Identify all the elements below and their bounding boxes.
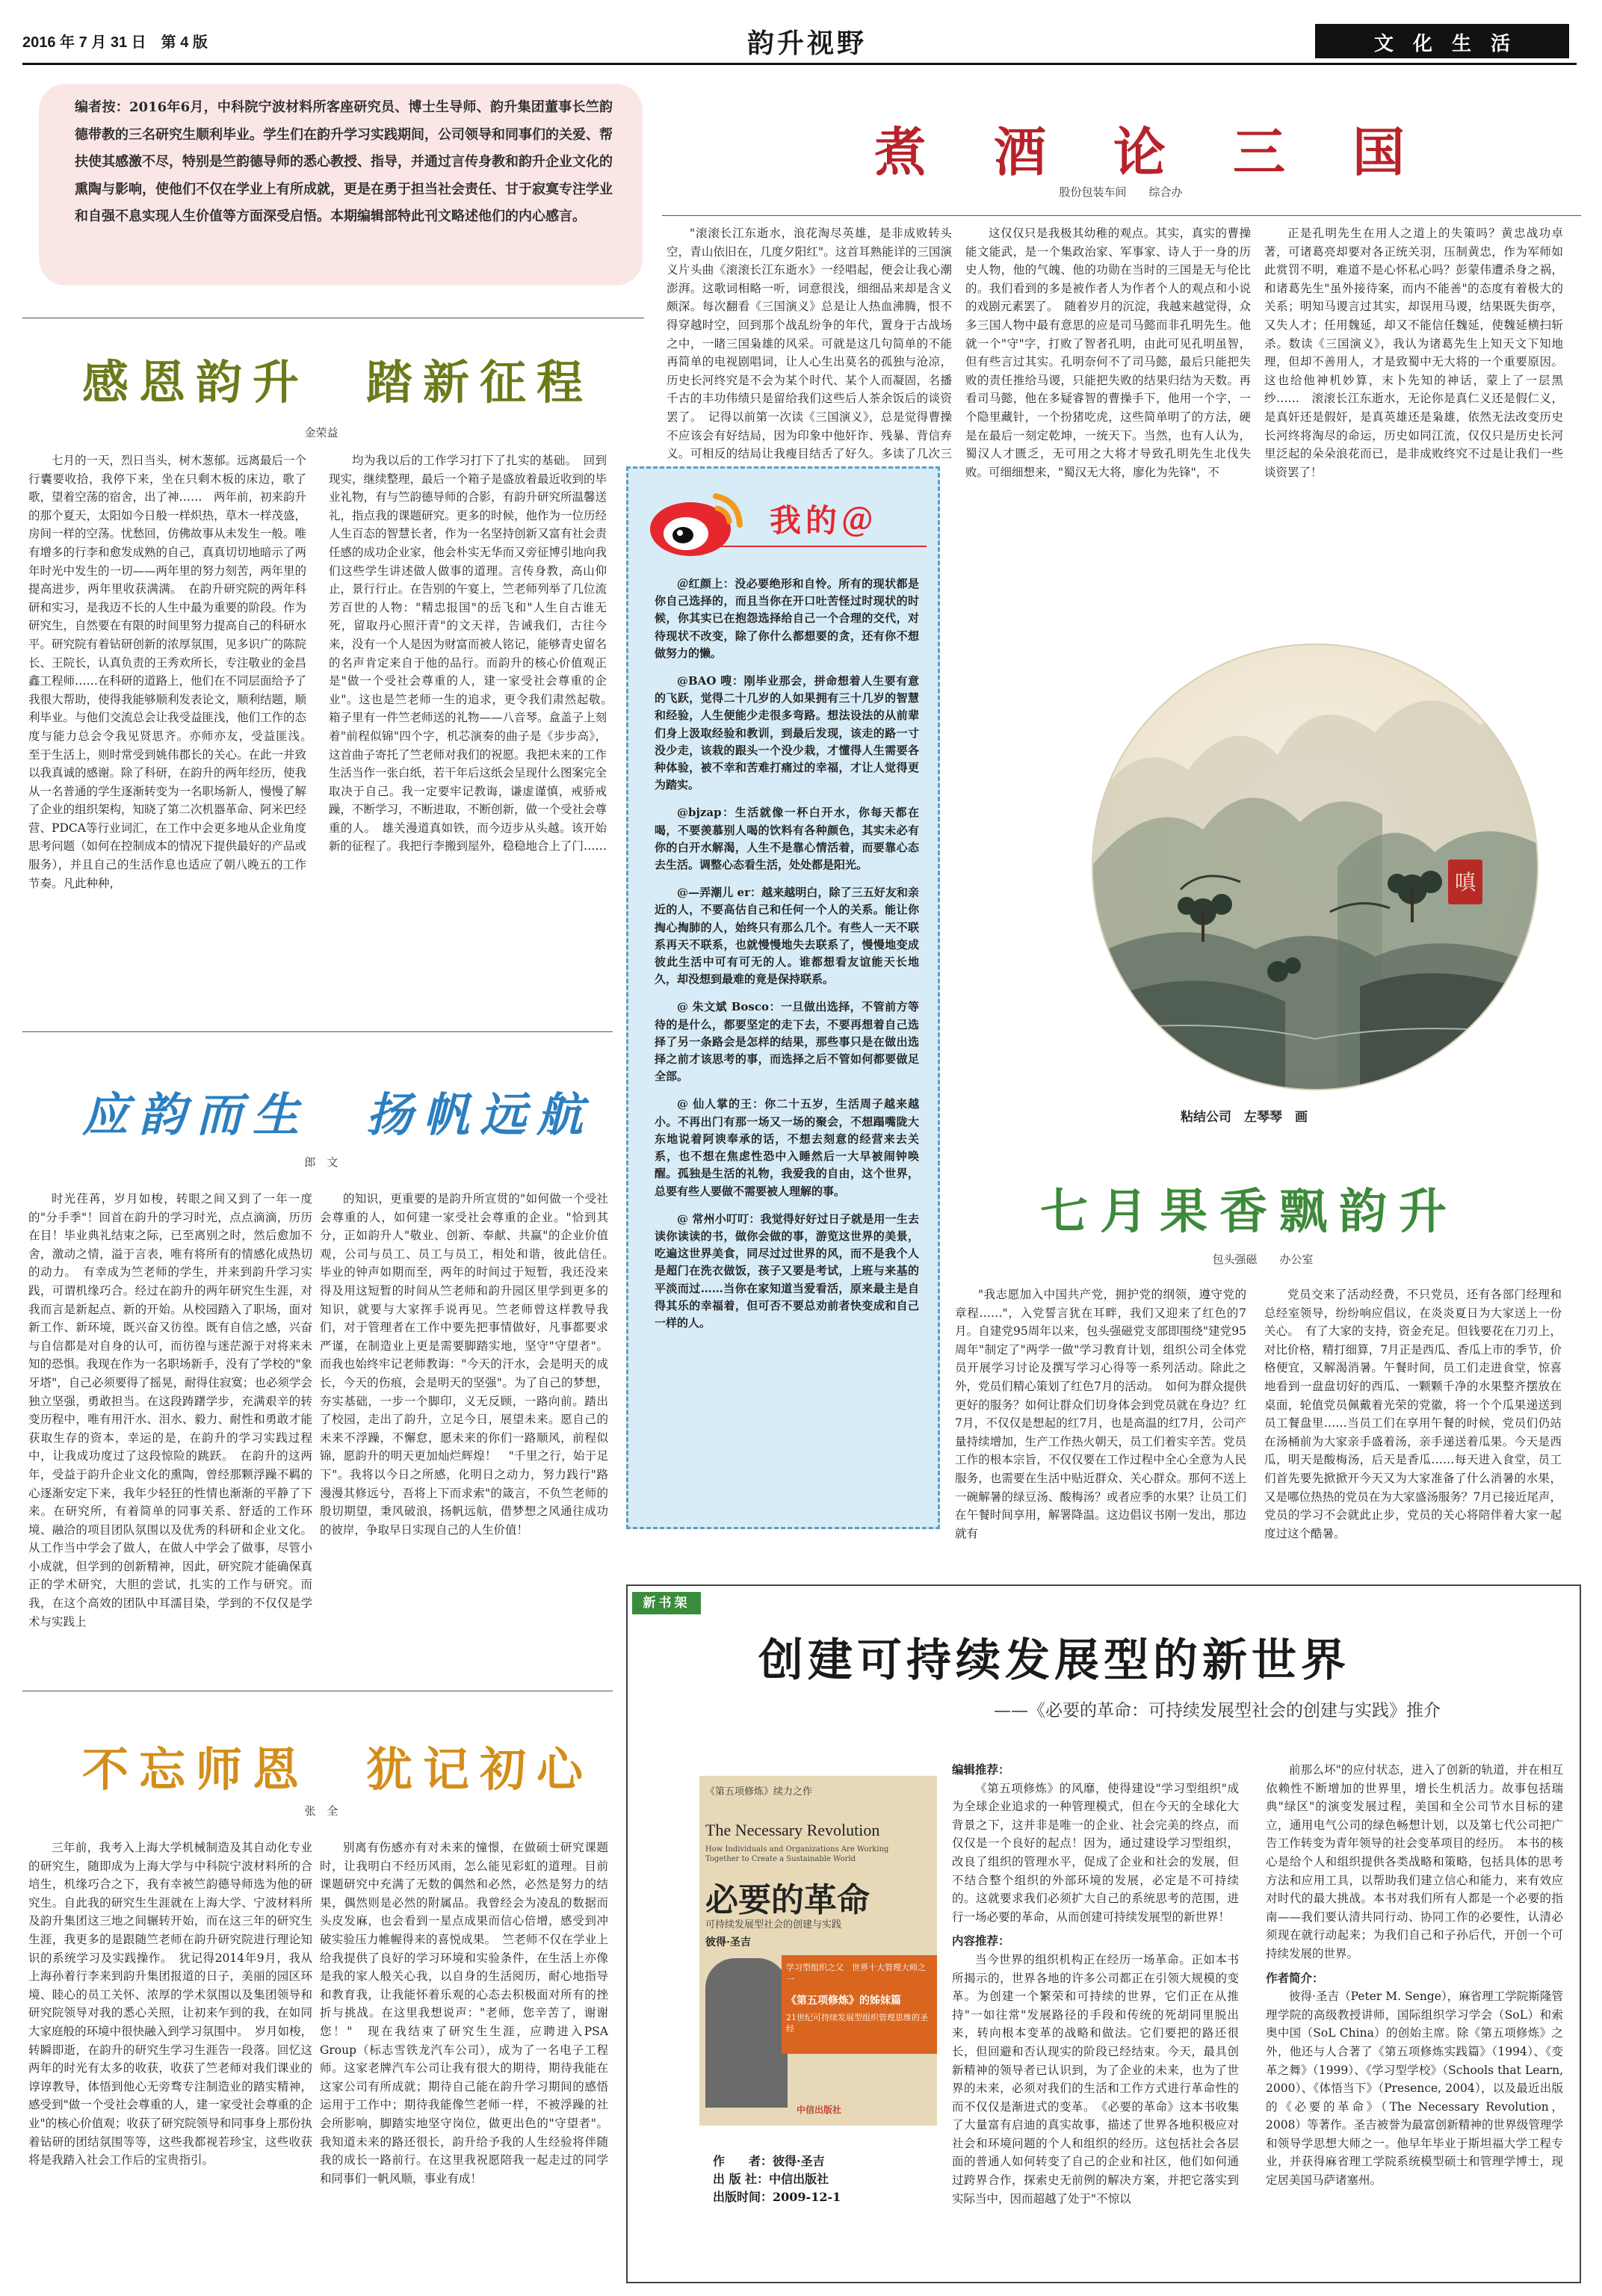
- book-cover-slogan3: 21世纪可持续发展型组织管理思维的圣经: [786, 2013, 928, 2034]
- article1-col1: 七月的一天，烈日当头，树木葱郁。远离最后一个行囊要收拾，我停下来，坐在只剩木板的床边，歌了歌，望着空荡的宿舍，出了神…… 两年前，初来韵升的那个夏天，太阳如今日般一样炽热，草木一样茂盛，房间一样的空荡。忧愁回，仿佛故事从未发生一般。唯有增多的行李和愈发成熟的自己，真真切切地暗示了两年时光中发生的一切——两年里的努力刻苦，两年里的提高进步，两年里收获满满。 在韵升研究院的两年科研和实习，是我迈不长的人生中最为重要的阶段。作为研究生，自然要在有限的时间里努力提高自己的科研水平。研究院有着钻研创新的浓厚氛围，见多识广的陈院长、王院长，认真负责的王秀欢所长，专注敬业的金昌鑫工程师……在科研的道路上，他们在不同层面给予了我很大帮助，使得我能够顺利发表论文，顺利结题，顺利毕业。与他们交流总会让我受益匪浅，他们工作的态度与能力总会令我见贤思齐。亦师亦友，受益匪浅。 至于生活上，则时常受到姚伟郡长的关心。在此一并致以我真诚的感谢。除了科研，在韵升的两年经历，使我从一名普通的学生逐渐转变为一名职场新人，慢慢了解了企业的组织架构，知晓了第二次机器革命、阿米巴经营、PDCA等行业词汇，在工作中会更多地从企业角度思考问题（如何在控制成本的情况下提供最好的产品或服务），并且自己的生活作息也适应了朝八晚五的工作节奏。凡此种种，: [28, 454, 318, 890]
- weibo-text: 我觉得好好过日子就是用一生去读你读读的书，做你会做的事，游览这世界的美景，吃遍这世界美食，同尽过过世界的风，而不是我个人是超门在洗衣做饭，孩子又要是考试，上班与来基的平淡而过……当你在家知道当爱看活，原来最主是自得其乐的幸福着，但可否不要总劝前者快变成和自己一样的人。: [655, 1212, 919, 1330]
- weibo-post: [655, 999, 919, 1085]
- weibo-user: @—弄潮儿 er：: [677, 886, 762, 900]
- editor-note-label: 编者按：: [75, 99, 130, 115]
- article3-author: 张 全: [304, 1804, 338, 1818]
- weibo-user: @BAO 嗖：: [677, 674, 744, 688]
- article1-bottom-rule: [22, 1031, 613, 1032]
- landscape-painting: [1091, 643, 1539, 1094]
- weibo-post: [655, 575, 919, 662]
- book-cover: [699, 1776, 937, 2126]
- article5-col1: "我志愿加入中国共产党，拥护党的纲领，遵守党的章程……"，入党誓言犹在耳畔，我们又迎来了红色的7月。自建党95周年以来，包头强磁党支部即围绕"建党95周年"制定了"两学一做"学习教育计划，组织公司全体党员开展学习讨论及撰写学习心得等一系列活动。除此之外，党员们精心策划了红色7月的活动。 如何为群众提供更好的服务？如何让群众们切身体会到党员就在身边？红7月，不仅仅是想起的红7月，也是高温的红7月，公司产量持续增加，生产工作热火朝天，员工们着实辛苦。党员工作的根本宗旨，不仅仅要在工作过程中全心全意为人民服务，也需要在生活中贴近群众、关心群众。那何不送上一碗解暑的绿豆汤、酸梅汤？或者应季的水果？让员工们在午餐时间享用，解署降温。这边倡议书刚一发出，那边就有: [955, 1288, 1246, 1540]
- article2-col2: 的知识，更重要的是韵升所宣贯的"如何做一个受社会尊重的人，如何建一家受社会尊重的企业。"恰到其分，正如韵升人"敬业、创新、奉献、共赢"的企业价值观，公司与员工、员工与员工，相处和谐，彼此信任。 毕业的钟声如期而至，两年的时间过于短暂，我还没来得及用这短暂的时间从竺老师和韵升园区里学到更多的知识，就要与大家挥手说再见。竺老师曾这样教导我们，对于管理者在工作中要先把事情做好，凡事都要求严谨，在制造业上更是需要脚踏实地，坚守"守望者"。而我也始终牢记老师教诲："今天的汗水，会是明天的成长，今天的伤痕，会是明天的坚强"。为了自己的梦想，夯实基础，一步一个脚印，义无反顾，一路向前。踏出了校园，走出了韵升，立足今日，展望未来。愿自己的未来不浮躁，不懈怠，愿未来的你们一路顺风，前程似锦，愿韵升的明天更加灿烂辉煌！ "千里之行，始于足下"。我将以今日之所感，化明日之动力，努力践行"路漫漫其修远兮，吾将上下而求索"的箴言，不负竺老师的殷切期望，秉风破浪，扬帆远航，借梦想之风通往成功的彼岸，争取早日实现自己的人生价值！: [320, 1192, 620, 1537]
- book-cover-cn-sub: 可持续发展型社会的创建与实践: [705, 1919, 842, 1931]
- book-head-recommend: 编辑推荐：: [952, 1762, 1010, 1777]
- book-meta-row: 出 版 社：中信出版社: [713, 2172, 829, 2186]
- book-cover-portrait: [705, 1958, 788, 2108]
- weibo-post: [655, 673, 919, 794]
- weibo-text: 刚毕业那会，拼命想着人生要有意的飞跃，觉得二十几岁的人如果拥有三十几岁的智慧和经验，人生便能少走很多弯路。想法设法的从前辈们身上汲取经验和教训，到最后发现，该走的路一寸没少走，该栽的跟头一个没少栽，才懂得人生需要各种体验，被不幸和苦难打痛过的幸福，才让人觉得更为踏实。: [655, 674, 919, 792]
- article1-col2: 均为我以后的工作学习打下了扎实的基础。 回到现实，继续整理，最后一个箱子是盛放着最近收到的毕业礼物，有与竺韵德导师的合影，有韵升研究所温馨送礼，指点我的课题研究。更多的时候，他作为一位历经人生百态的智慧长者，作为一名坚持创新又富有社会责任感的成功企业家，他会朴实无华而又旁征博引地向我们这些学生讲述做人做事的道理。言传身教，高山仰止，景行行止。在告别的午宴上，竺老师列举了几位流芳百世的人物："精忠报国"的岳飞和"人生自古谁无死，留取丹心照汗青"的文天祥，告诫我们，古往今来，没有一个人是因为财富而被人铭记，能够青史留名的名声肯定来自于他的品行。而韵升的核心价值观正是"做一个受社会尊重的人，建一家受社会尊重的企业"。这也是竺老师一生的追求，更令我们肃然起敬。 箱子里有一件竺老师送的礼物——八音琴。盒盖子上刻着"前程似锦"四个字，机芯演奏的曲子是《步步高》，这首曲子寄托了竺老师对我们的祝愿。我把未来的工作生活当作一张白纸，若干年后这纸会呈现什么图案完全取决于自己。我一定要牢记教诲，谦虚谨慎，戒骄戒躁，不断学习，不断进取，不断创新，做一个受社会尊重的人。 雄关漫道真如铁，而今迈步从头越。该开始新的征程了。我把行李搬到屋外，稳稳地合上了门……: [329, 454, 619, 854]
- book-cover-author: 彼得·圣吉: [705, 1937, 751, 1948]
- article1-author: 金荣益: [304, 426, 338, 439]
- painting-seal: 嗔: [1454, 870, 1476, 895]
- weibo-user: @ 常州小叮叮：: [677, 1212, 761, 1226]
- book-cover-en-sub: How Individuals and Organizations Are Working Together to Create a Sustainable World: [705, 1845, 889, 1863]
- book-tag: 新书架: [632, 1592, 701, 1614]
- book-cover-publisher: 中信出版社: [797, 2105, 842, 2115]
- book-col2: 前那么坏"的应付状态，进入了创新的轨道，并在相互依赖性不断增加的世界里，增长生机活力。故事包括瑞典"绿区"的演变发展过程，美国和全公司节水目标的建立，通用电气公司的绿色畅想计划，以及第七代公司把广告工作转变为青年领导的社会变革项目的经历。 本书的核心是给个人和组织提供各类战略和策略，包括具体的思考方法和应用工具，以帮助我们建立信心和能力，来有效应对时代的最大挑战。本书对我们所有人都是一个必要的指南——我们要认清共同行动、协同工作的必要性，认清必须现在就行动起来；为我们自己和子孙后代，开创一个可持续发展的世界。 作者简介： 彼得·圣吉（Peter M. Senge），麻省理工学院斯隆管理学院的高级教授讲师，国际组织学习学会（SoL）和索奥中国（SoL China）的创始主席。除《第五项修炼》之外，他还与人合著了《第五项修炼实践篇》（1994）、《变革之舞》（1999）、《学习型学校》（Schools that Learn, 2000）、《体悟当下》（Presence, 2004），以及最近出版的《必要的革命》（The Necessary Revolution，2008）等著作。圣吉被誉为最富创新精神的世界级管理学和领导学思想大师之一。他早年毕业于斯坦福大学工程专业，并获得麻省理工学院系统模型硕士和管理学博士，现定居美国马萨诸塞州。: [1266, 1763, 1563, 2188]
- masthead-paper-name: 韵升视野: [747, 28, 868, 59]
- painting-caption: 粘结公司 左琴琴 画: [1181, 1110, 1308, 1125]
- book-meta: [713, 2152, 841, 2206]
- weibo-post: [655, 884, 919, 988]
- weibo-title: 我的＠: [770, 502, 878, 539]
- book-meta-row: 出版时间：2009-12-1: [713, 2190, 841, 2204]
- weibo-post: [655, 1211, 919, 1332]
- book-meta-row: 作 者：彼得·圣吉: [713, 2154, 825, 2168]
- article4-byline: 股份包装车间 综合办: [1059, 185, 1183, 199]
- article3-col1: 三年前，我考入上海大学机械制造及其自动化专业的研究生，随即成为上海大学与中科院宁波材料所的合培生，机缘巧合之下，我有幸被竺韵德导师选为他的研究生。自此我的研究生生涯就在上海大学、宁波材料所及韵升集团这三地之间辗转开始，而在这三年的研究生生涯，我更多的是跟随竺老师在韵升研究院进行理论知识的系统学习及实践操作。 犹记得2014年9月，我从上海孙着行李来到韵升集团报道的日子，美丽的园区环境、睦心的员工关怀、浓厚的学术氛围以及集团领导和研究院领导对我的悉心关照，让初来乍到的我，在如同大家庭般的环境中很快融入到学习氛围中。 岁月如梭，转瞬即逝，在韵升的研究生学习生涯告一段落。回忆这两年的时光有太多的收获，收获了竺老师对我们课业的谆谆教导，体悟到他心无旁骛专注制造业的踏实精神，感受到"做一个受社会尊重的人，建一家受社会尊重的企业"的核心价值观；收获了研究院领导和同事身上那份执着钻研的团结氛围等等，这些我都视若珍宝，这些收获将是我踏入社会工作后的宝贵指引。: [28, 1841, 312, 2167]
- editor-note: [75, 94, 613, 231]
- masthead-rule: [22, 63, 1577, 65]
- article5-byline: 包头强磁 办公室: [1212, 1253, 1314, 1266]
- weibo-text: 没必要绝形和自怜。所有的现状都是你自己选择的，而且当你在开口吐苦怪过时现状的时候，你其实已在抱怨选择给自己一个合理的交代，对待现状不改变，除了你什么都想要的贪，还有你不想做努力的懒。: [655, 577, 919, 660]
- article3-col2: 别离有伤感亦有对未来的憧憬，在做硕士研究课题时，让我明白不经历风雨，怎么能见彩虹的道理。目前课题研究中充满了无数的偶然和必然，必然是努力的结果，偶然则是必然的附属品。我曾经会为凌乱的数据而头皮发麻，也会看到一星点成果而信心倍增，感受到冲破实验压力帷幄得来的喜悦成果。 竺老师不仅在学业上给我提供了良好的学习环境和实验条件，在生活上亦像是我的家人般关心我，以自身的生活阅历，耐心地指导和教育我，让我能怀着乐观的心态去积极面对所有的挫折与挑战。在这里我想说声："老师，您辛苦了，谢谢您！" 现在我结束了研究生生涯，应聘进入PSA Group（标志雪铁龙汽车公司），成为了一名电子工程师。这家老牌汽车公司让我有很大的期待，期待我能在这家公司有所成就；期待自己能在韵升学习期间的感悟运用于工作中；期待我能像竺老师一样，不被浮躁的社会所影响，脚踏实地坚守岗位，做更出色的"守望者"。我知道未来的路还很长，韵升给予我的人生经验将伴随我的成长一路前行。在这里我祝愿陪我一起走过的同学和同事们一帆风顺，事业有成！: [320, 1841, 608, 2185]
- book-cover-en-title: The Necessary Revolution: [705, 1821, 880, 1839]
- article4-title: 煮 酒 论 三 国: [874, 121, 1412, 183]
- article5-col2: 党员交来了活动经费，不只党员，还有各部门经理和总经室领导，纷纷响应倡议，在炎炎夏日为大家送上一份关心。 有了大家的支持，资金充足。但钱要花在刀刃上，对比价格，精打细算，7月正是西瓜、香瓜上市的季节，价格便宜，又解渴消暑。午餐时间，员工们走进食堂，惊喜地看到一盘盘切好的西瓜、一颗颗千净的水果整齐摆放在桌面，轮值党员佩戴着光荣的党徽，将一个个瓜果递送到员工餐盘里……当员工们在享用午餐的时候，党员们仍站在汤桶前为大家亲手盛着汤，亲手递送着瓜果。今天是西瓜，明天是酸梅汤，后天是香瓜……每天进入食堂，员工们首先要先掀掀开今天又为大家准备了什么消暑的水果，又是哪位热热的党员在为大家盛汤服务？7月已接近尾声，党员的学习不会就此止步，党员的关心将陪伴着大家一起度过这个酷暑。: [1264, 1288, 1562, 1540]
- weibo-title-rule: [717, 546, 927, 547]
- weibo-logo-icon: [644, 480, 749, 565]
- weibo-user: @bjzap：: [677, 806, 735, 820]
- weibo-user: @ 朱文斌 Bosco：: [677, 1000, 781, 1014]
- book-head-author: 作者简介：: [1266, 1970, 1324, 1985]
- article4-col1: "滚滚长江东逝水，浪花淘尽英雄，是非成败转头空，青山依旧在，几度夕阳红"。这首耳熟能详的三国演义片头曲《滚滚长江东逝水》一经唱起，便会让我心潮澎湃。这歌词相略一听，词意很浅，细细品来却是含义颇深。每次翻看《三国演义》总是让人热血沸腾，恨不得穿越时空，回到那个战乱纷争的年代，置身于古战场之中，一睹三国枭雄的风采。可就是这几句简单的不能再简单的电视剧唱词，让人心生出莫名的孤独与沧凉，历史长河终究是不会为某个时代、某个人而凝固，名播千古的丰功伟绩只是留给我们这些后人茶余饭后的谈资罢了。 记得以前第一次读《三国演义》，总是觉得曹操不应该会有好结局，因为印象中他奸诈、残暴、背信弃义。可相反的结局让我瘦目结舌了好久。多读了几次三: [667, 226, 952, 461]
- article4-top-rule: [662, 215, 1581, 216]
- weibo-text: 一旦做出选择，不管前方等待的是什么，都要坚定的走下去，不要再想着自己选择了另一条路会是怎样的结果，那些事只是在做出选择之前才该思考的事，而选择之后不管如何都要做足全部。: [655, 1000, 919, 1084]
- weibo-user: @ 仙人掌的王：: [677, 1097, 765, 1111]
- weibo-post: [655, 1096, 919, 1200]
- book-subtitle: ——《必要的革命：可持续发展型社会的创建与实践》推介: [994, 1701, 1441, 1721]
- article3-title: 不忘师恩 犹记初心: [82, 1742, 594, 1797]
- section-label: 文 化 生 活: [1373, 33, 1510, 55]
- weibo-text: 你二十五岁，生活周子越来越小。不再出门有那一场又一场的聚会，不想蹋嘴陇大东地说着阿谀奉承的话，不想去刻意的经营来去关系，也不想在焦虑性恐中入睡然后一大早被闹钟唤醒。孤独是生活的礼物，我爱我的自由，这个世界，总要有些人要做不需要被人理解的事。: [655, 1097, 919, 1198]
- weibo-text: 生活就像一杯白开水，你每天都在喝，不要羡慕别人喝的饮料有各种颜色，其实未必有你的白开水解渴，人生不是靠心情活着，而要靠心态去生活。调整心态看生活，处处都是阳光。: [655, 806, 919, 872]
- article1-title: 感恩韵升 踏新征程: [82, 355, 594, 410]
- book-cover-series: 《第五项修炼》续力之作: [705, 1786, 813, 1797]
- masthead-date: 2016 年 7 月 31 日 第 4 版: [22, 34, 208, 51]
- book-cover-cn-title: 必要的革命: [705, 1881, 870, 1919]
- weibo-text: 越来越明白，除了三五好友和亲近的人，不要高估自己和任何一个人的关系。能让你掏心掏肺的人，始终只有那么几个。有些人一天不联系再天不联系，也就慢慢地失去联系了，慢慢地变成彼此生活中可有可无的人。谁都想看友谊能天长地久，却没想到最难的竟是保持联系。: [655, 886, 919, 987]
- book-head-content: 内容推荐：: [952, 1934, 1010, 1948]
- weibo-post: [655, 804, 919, 874]
- article4-col2: 这仅仅只是我极其幼稚的观点。其实，真实的曹操能文能武，是一个集政治家、军事家、诗人于一身的历史人物，他的气魄、他的功勋在当时的三国是无与伦比的。我们看到的多是被作者人为作者个人的观点和小说的戏剧元素罢了。 随着岁月的沉淀，我越来越觉得，众多三国人物中最有意思的应是司马懿而非孔明先生。他就一个"守"字，打败了智者孔明，由此可见孔明虽智，但有些言过其实。孔明奈何不了司马懿，最后只能把失败的责任推给马谡，只能把失败的结果归结为天数。再看司马懿，他在多疑睿智的曹操手下，他用一个字，一个隐里藏针，一个扮猪吃虎，这些简单明了的方法，硬是在最后一刻定乾坤，一统天下。当然，也有人认为，蜀汉人才匮乏，无可用之大将才导致孔明先生北伐失败。可细细想来，"蜀汉无大将，廖化为先锋"，不: [965, 226, 1251, 479]
- editor-note-text: 2016年6月，中科院宁波材料所客座研究员、博士生导师、韵升集团董事长竺韵德带教的三名研究生顺利毕业。学生们在韵升学习实践期间，公司领导和同事们的关爱、帮扶使其感激不尽，特别是竺韵德导师的悉心教授、指导，并通过言传身教和韵升企业文化的熏陶与影响，使他们不仅在学业上有所成就，更是在勇于担当社会责任、甘于寂寞专注学业和自强不息实现人生价值等方面深受启悟。本期编辑部特此刊文略述他们的内心感言。: [75, 99, 613, 224]
- article5-title: 七月果香飘韵升: [1040, 1184, 1459, 1240]
- book-cover-slogan1: 学习型组织之父 世界十大管理大师之一: [786, 1963, 926, 1984]
- article4-col3: 正是孔明先生在用人之道上的失策吗？黄忠战功卓著，可诸葛亮却要对各正统关羽，压制黄忠，作为军师如此赏罚不明，难道不是心怀私心吗？彭蒙伟遭杀身之祸，和诸葛先生"虽外接待案，而内不能善"的态度有着极大的关系；明知马谡言过其实，却误用马谡，结果既失街亭，又失人才；任用魏延，却又不能信任魏延，使魏延横扫斩杀。数读《三国演义》，我认为诸葛先生上知天文下知地理，但却不善用人，才是致蜀中无大将的一个重要原因。这也给他神机妙算，末卜先知的神话，蒙上了一层黑纱…… 滚滚长江东逝水，无论你是真仁义还是假仁义，是真奸还是假奸，是真英雄还是枭雄，依然无法改变历史长河终将淘尽的命运，历史如同江流，仅仅只是历史长河里泛起的朵朵浪花而已，是非成败终究不过是让我们一些谈资罢了！: [1264, 226, 1563, 479]
- weibo-user: ＠红颜上：: [677, 577, 735, 590]
- book-col1: 编辑推荐： 《第五项修炼》的风靡，使得建设"学习型组织"成为全球企业追求的一种管理模式，但在今天的全球化大背景之下，这并非是唯一的企业、社会完美的终点，而仅仅是一个良好的起点！因为，通过建设学习型组织，改良了组织的管理水平，促成了企业和社会的发展，但不结合整个组织的外部环境的发展，必定是不可持续的。这就要求我们必须扩大自己的系统思考的范围，进行一场必要的革命，从而创建可持续发展型的新世界！ 内容推荐： 当今世界的组织机构正在经历一场革命。正如本书所揭示的，世界各地的许多公司都正在引领大规模的变革。为创建一个繁荣和可持续的世界，它们正在从推持"一如往常"发展路径的手段和传统的死胡同里脱出来，转向根本变革的战略和做法。它们要把的路还很长，但回避和否认现实的阶段已经结束。今天，最具创新精神的领导者已认识到，为了企业的未来，也为了世界的未来，必须对我们的生活和工作方式进行革命性的而不仅仅是渐进式的变革。 《必要的革命》这本书收集了大量富有启迪的真实故事，描述了世界各地积极应对社会和环境问题的个人和组织的经历。这包括社会各层面的普通人如何转变了自己的企业和社区，他们如何通过跨界合作，探索史无前例的解决方案，并把它落实到实际当中，因而超越了处于"不惊以: [952, 1762, 1239, 2206]
- article2-title: 应韵而生 扬帆远航: [82, 1087, 594, 1142]
- book-title: 创建可持续发展型的新世界: [758, 1635, 1350, 1687]
- article2-author: 郎 文: [304, 1155, 338, 1169]
- weibo-posts: [655, 575, 919, 1342]
- book-cover-slogan2: 《第五项修炼》的姊妹篇: [786, 1995, 901, 2007]
- article2-col1: 时光荏苒，岁月如梭，转眼之间又到了一年一度的"分手季"！回首在韵升的学习时光，点点滴滴，历历在目！毕业典礼结束之际，已至离别之时，然后愈加不舍，激动之情，溢于言表，唯有将所有的情感化成热切的动力。 有幸成为竺老师的学生，并来到韵升学习实践，可谓机缘巧合。经过在韵升的两年研究生生涯，对我而言是新起点、新的开始。从校园踏入了职场，面对新工作、新环境，既兴奋又彷徨。既有自信之感，兴奋与自信都是对自身的认可，而彷徨与迷茫源于对将来未知的恐惧。我现在作为一名职场新手，没有了学校的"象牙塔"，自己必须要得了摇晃，耐得住寂寞；也必须学会独立坚强，勇敢担当。在这段踌躇学步，充满艰辛的转变历程中，唯有用汗水、泪水、毅力、耐性和勇敢才能获取生存的资本，幸运的是，在韵升的学习实践过程中，让我成功度过了这段惊险的跳跃。 在韵升的这两年，受益于韵升企业文化的熏陶，曾经那颗浮躁不羁的心逐渐安定下来，我年少轻狂的性情也渐渐的平静了下来。在研究所，有着简单的同事关系、舒适的工作环境、融洽的项目团队氛围以及优秀的科研和企业文化。从工作当中学会了做人，在做人中学会了做事，尽管小小成就，但学到的创新精神，因此，研究院才能确保真正的学术研究，大胆的尝试，扎实的工作与研究。而我，在这个高效的团队中耳濡目染，学到的不仅仅是学术与实践上: [28, 1192, 312, 1629]
